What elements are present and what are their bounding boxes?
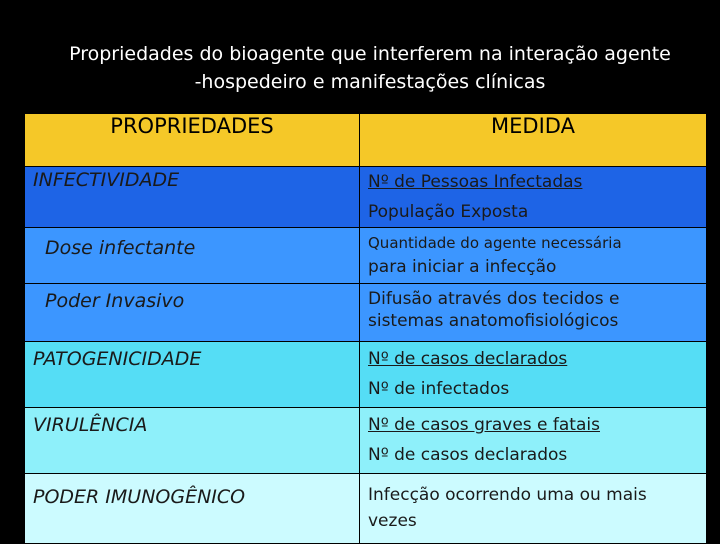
measure-cell: Nº de casos graves e fatais Nº de casos declarados — [360, 408, 707, 474]
table-row — [25, 284, 707, 342]
measure-cell: Infecção ocorrendo uma ou mais vezes — [360, 474, 707, 544]
table-row — [25, 474, 707, 544]
measure-cell: Quantidade do agente necessária para iniciar a infecção — [360, 228, 707, 284]
measure-cell: Difusão através dos tecidos e sistemas anatomofisiológicos — [360, 284, 707, 342]
table-row — [25, 408, 707, 474]
measure-cell: Nº de casos declarados Nº de infectados — [360, 342, 707, 408]
property-cell: Poder Invasivo — [25, 284, 360, 342]
title-line-2: -hospedeiro e manifestações clínicas — [194, 71, 546, 93]
slide-title — [20, 40, 720, 96]
property-cell: INFECTIVIDADE — [25, 167, 360, 228]
table-row — [25, 228, 707, 284]
property-cell: PATOGENICIDADE — [25, 342, 360, 408]
measure-cell: Nº de Pessoas Infectadas População Exposta — [360, 167, 707, 228]
properties-table — [24, 113, 707, 544]
header-measure: MEDIDA — [360, 114, 707, 167]
header-properties: PROPRIEDADES — [25, 114, 360, 167]
property-cell: PODER IMUNOGÊNICO — [25, 474, 360, 544]
property-cell: VIRULÊNCIA — [25, 408, 360, 474]
title-line-1: Propriedades do bioagente que interferem na interação agente — [69, 43, 671, 65]
property-cell: Dose infectante — [25, 228, 360, 284]
table-row — [25, 342, 707, 408]
table-header-row — [25, 114, 707, 167]
table-row — [25, 167, 707, 228]
